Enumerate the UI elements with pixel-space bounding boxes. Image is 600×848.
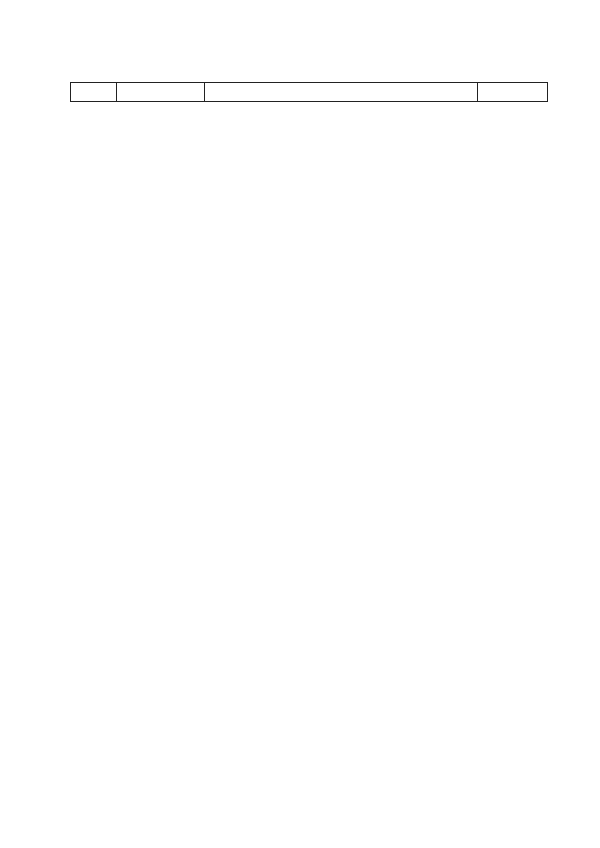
table-header-row <box>71 83 548 102</box>
header-pollutant <box>117 83 205 102</box>
document-page <box>70 72 545 102</box>
header-standard-name <box>205 83 478 102</box>
vocs-method-table <box>70 82 548 102</box>
header-no <box>71 83 117 102</box>
header-standard-code <box>478 83 548 102</box>
